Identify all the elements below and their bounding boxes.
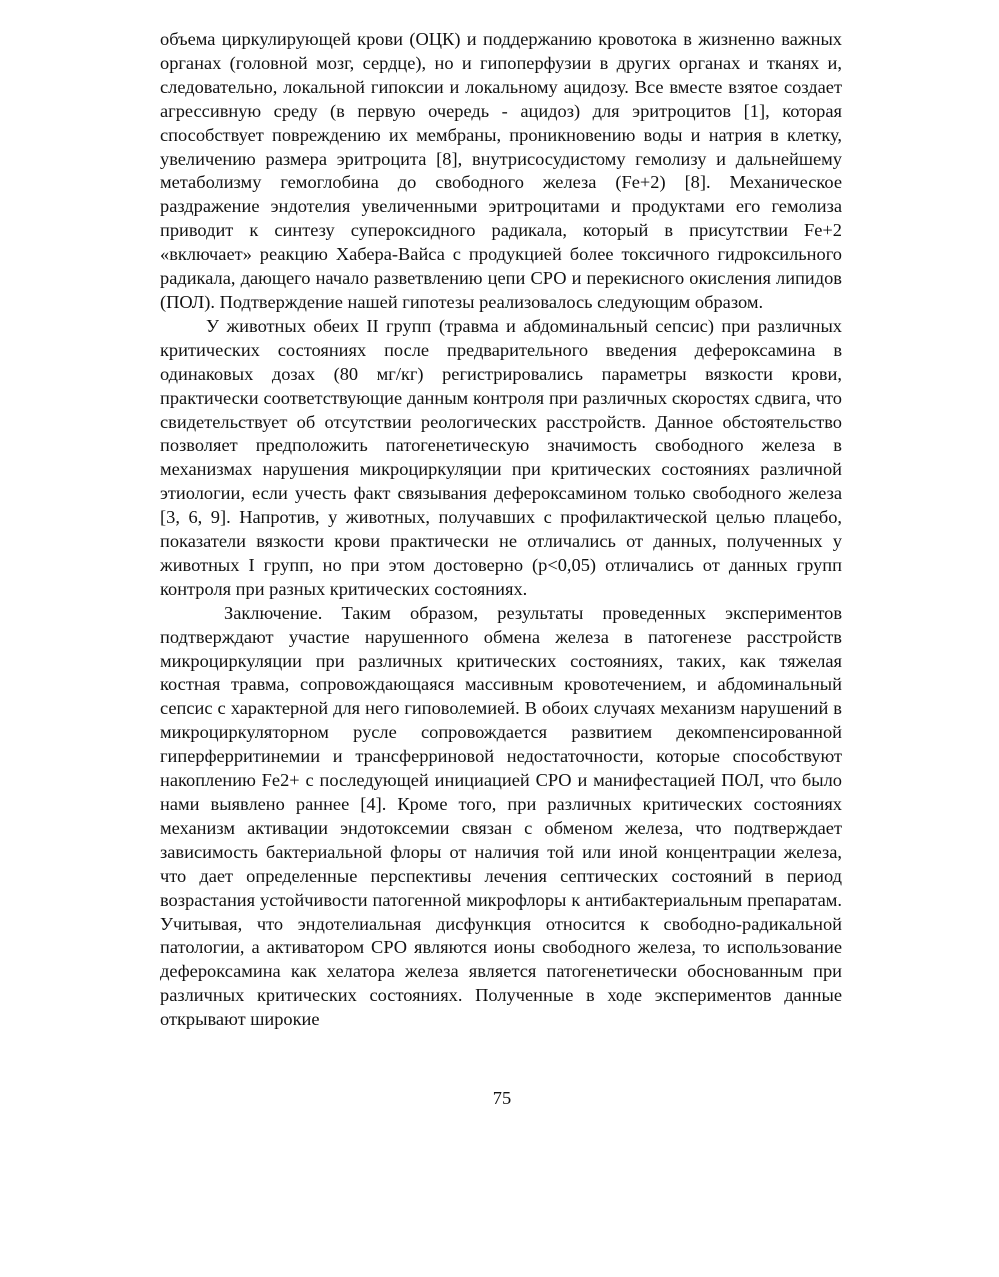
paragraph-deferoxamine-results: У животных обеих II групп (травма и абдоминальный сепсис) при различных критических состояниях после предварительного введения дефероксамина в одинаковых дозах (80 мг/кг) регистрировались параметры вязкости крови, практически соответствующие данным контроля при различных скоростях сдвига, что свидетельствует об отсутствии реологических расстройств. Данное обстоятельство позволяет предположить патогенетическую значимость свободного железа в механизмах нарушения микроциркуляции при критических состояниях различной этиологии, если учесть факт связывания дефероксамином только свободного железа [3, 6, 9]. Напротив, у животных, получавших с профилактической целью плацебо, показатели вязкости крови практически не отличались от данных, полученных у животных I групп, но при этом достоверно (p<0,05) отличались от данных групп контроля при разных критических состояниях. xyxy=(160,315,842,599)
page-number: 75 xyxy=(492,1088,512,1108)
paragraph-pathogenesis: объема циркулирующей крови (ОЦК) и поддержанию кровотока в жизненно важных органах (головной мозг, сердце), но и гипоперфузии в других органах и тканях и, следовательно, локальной гипоксии и локальному ацидозу. Все вместе взятое создает агрессивную среду (в первую очередь - ацидоз) для эритроцитов [1], которая способствует повреждению их мембраны, проникновению воды и натрия в клетку, увеличению размера эритроцита [8], внутрисосудистому гемолизу и дальнейшему метаболизму гемоглобина до свободного железа (Fe+2) [8]. Механическое раздражение эндотелия увеличенными эритроцитами и продуктами его гемолиза приводит к синтезу супероксидного радикала, который в присутствии Fe+2 «включает» реакцию Хабера-Вайса с продукцией более токсичного гидроксильного радикала, дающего начало разветвлению цепи СРО и перекисного окисления липидов (ПОЛ). Подтверждение нашей гипотезы реализовалось следующим образом. xyxy=(160,29,842,312)
document-page xyxy=(160,28,842,1032)
paragraph-conclusion: Заключение. Таким образом, результаты проведенных экспериментов подтверждают участие нарушенного обмена железа в патогенезе расстройств микроциркуляции при различных критических состояниях, таких, как тяжелая костная травма, сопровождающаяся массивным кровотечением, и абдоминальный сепсис с характерной для него гиповолемией. В обоих случаях механизм нарушений в микроциркуляторном русле сопровождается развитием декомпенсированной гиперферритинемии и трансферриновой недостаточности, которые способствуют накоплению Fe2+ с последующей инициацией СРО и манифестацией ПОЛ, что было нами выявлено раннее [4]. Кроме того, при различных критических состояниях механизм активации эндотоксемии связан с обменом железа, что подтверждает зависимость бактериальной флоры от наличия той или иной концентрации железа, что дает определенные перспективы лечения септических состояний в период возрастания устойчивости патогенной микрофлоры к антибактериальным препаратам. Учитывая, что эндотелиальная дисфункция относится к свободно-радикальной патологии, а активатором СРО являются ионы свободного железа, то использование дефероксамина как хелатора железа является патогенетически обоснованным при различных критических состояниях. Полученные в ходе экспериментов данные открывают широкие xyxy=(160,602,842,1030)
